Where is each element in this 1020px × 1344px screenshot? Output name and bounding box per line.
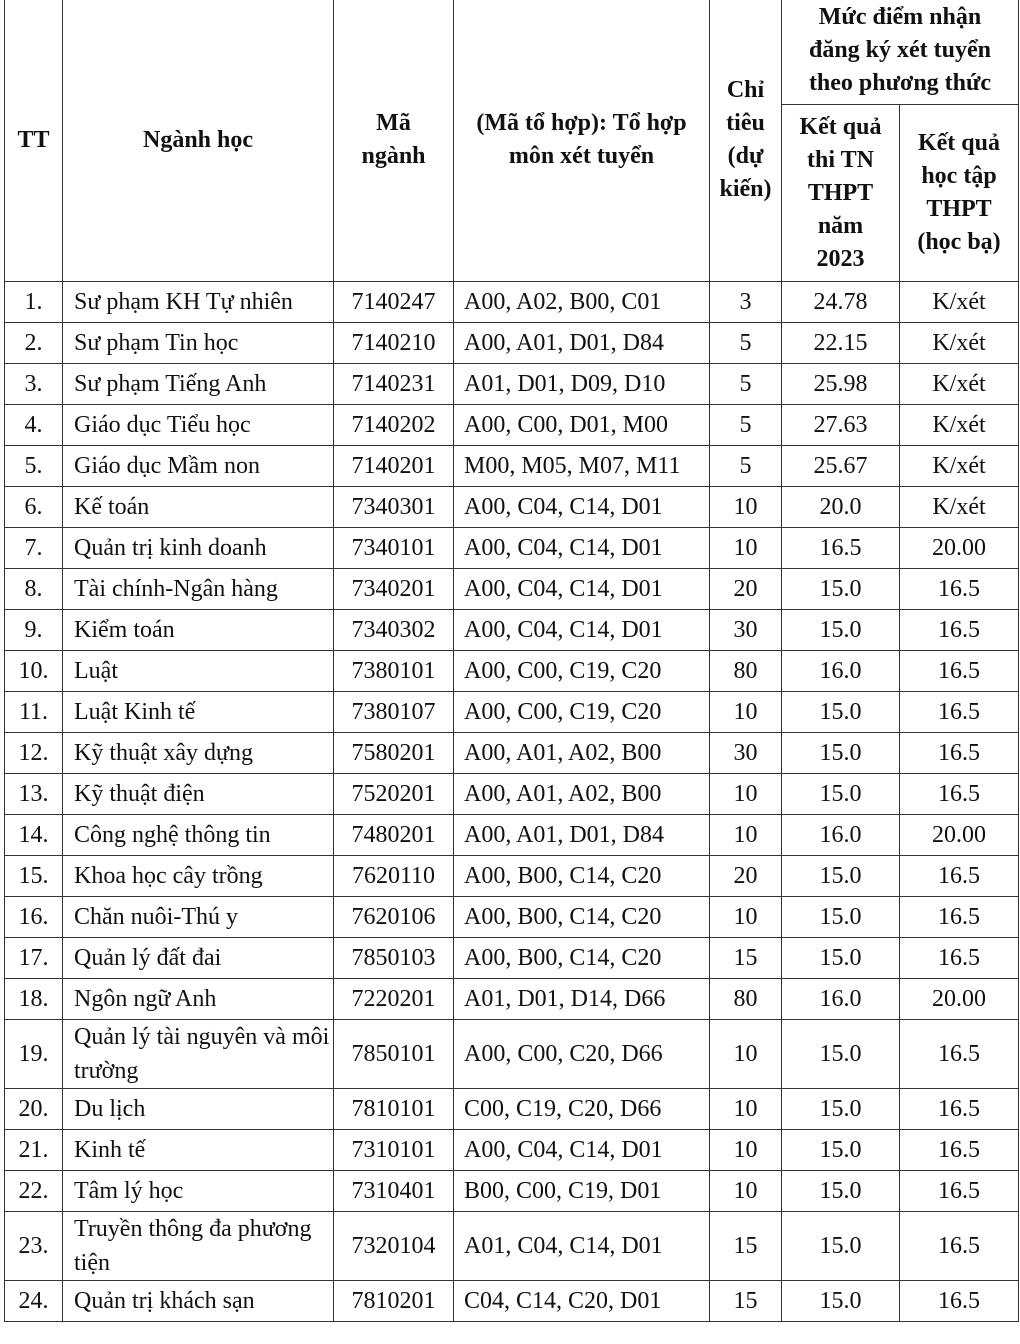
major-name: Quản lý đất đai	[63, 938, 334, 979]
quota: 80	[710, 651, 782, 692]
subject-combination: A00, C04, C14, D01	[454, 610, 710, 651]
subject-combination: A00, A01, A02, B00	[454, 733, 710, 774]
major-code: 7340101	[334, 528, 454, 569]
row-number: 19.	[5, 1020, 63, 1089]
row-number: 18.	[5, 979, 63, 1020]
header-major: Ngành học	[63, 0, 334, 282]
header-score-exam: Kết quả thi TN THPT năm 2023	[782, 105, 900, 282]
table-row	[5, 856, 1019, 897]
major-code: 7620110	[334, 856, 454, 897]
row-number: 24.	[5, 1281, 63, 1322]
row-number: 7.	[5, 528, 63, 569]
subject-combination: A00, C04, C14, D01	[454, 487, 710, 528]
subject-combination: A00, C04, C14, D01	[454, 1130, 710, 1171]
exam-score: 15.0	[782, 1089, 900, 1130]
major-code: 7340301	[334, 487, 454, 528]
quota: 30	[710, 733, 782, 774]
subject-combination: A00, B00, C14, C20	[454, 856, 710, 897]
exam-score: 16.0	[782, 979, 900, 1020]
row-number: 6.	[5, 487, 63, 528]
subject-combination: A00, C04, C14, D01	[454, 569, 710, 610]
quota: 5	[710, 446, 782, 487]
major-name: Kiểm toán	[63, 610, 334, 651]
major-code: 7380107	[334, 692, 454, 733]
major-code: 7310401	[334, 1171, 454, 1212]
transcript-score: K/xét	[900, 323, 1019, 364]
table-row	[5, 1020, 1019, 1089]
major-code: 7140202	[334, 405, 454, 446]
major-code: 7850103	[334, 938, 454, 979]
quota: 15	[710, 1281, 782, 1322]
subject-combination: A00, B00, C14, C20	[454, 938, 710, 979]
transcript-score: 16.5	[900, 938, 1019, 979]
row-number: 17.	[5, 938, 63, 979]
subject-combination: C00, C19, C20, D66	[454, 1089, 710, 1130]
quota: 5	[710, 405, 782, 446]
row-number: 10.	[5, 651, 63, 692]
major-name: Sư phạm Tin học	[63, 323, 334, 364]
quota: 5	[710, 323, 782, 364]
major-code: 7340201	[334, 569, 454, 610]
major-code: 7140201	[334, 446, 454, 487]
subject-combination: A00, A01, D01, D84	[454, 323, 710, 364]
subject-combination: A00, A02, B00, C01	[454, 282, 710, 323]
transcript-score: 16.5	[900, 897, 1019, 938]
exam-score: 15.0	[782, 1130, 900, 1171]
row-number: 5.	[5, 446, 63, 487]
major-name: Khoa học cây trồng	[63, 856, 334, 897]
major-code: 7140210	[334, 323, 454, 364]
major-code: 7380101	[334, 651, 454, 692]
exam-score: 25.67	[782, 446, 900, 487]
transcript-score: 16.5	[900, 1171, 1019, 1212]
table-row	[5, 446, 1019, 487]
exam-score: 15.0	[782, 774, 900, 815]
table-row	[5, 487, 1019, 528]
table-row	[5, 364, 1019, 405]
transcript-score: K/xét	[900, 446, 1019, 487]
header-score-group: Mức điểm nhận đăng ký xét tuyển theo phương thức	[782, 0, 1019, 105]
subject-combination: A00, C00, C19, C20	[454, 651, 710, 692]
major-code: 7580201	[334, 733, 454, 774]
subject-combination: A01, D01, D14, D66	[454, 979, 710, 1020]
major-name: Quản trị khách sạn	[63, 1281, 334, 1322]
subject-combination: A00, A01, D01, D84	[454, 815, 710, 856]
quota: 10	[710, 1020, 782, 1089]
row-number: 14.	[5, 815, 63, 856]
header-quota: Chỉ tiêu (dự kiến)	[710, 0, 782, 282]
transcript-score: 16.5	[900, 856, 1019, 897]
major-name: Tâm lý học	[63, 1171, 334, 1212]
subject-combination: A01, C04, C14, D01	[454, 1212, 710, 1281]
major-code: 7310101	[334, 1130, 454, 1171]
quota: 10	[710, 1171, 782, 1212]
major-name: Giáo dục Tiểu học	[63, 405, 334, 446]
transcript-score: 16.5	[900, 1130, 1019, 1171]
quota: 10	[710, 487, 782, 528]
table-row	[5, 1089, 1019, 1130]
major-code: 7620106	[334, 897, 454, 938]
quota: 80	[710, 979, 782, 1020]
subject-combination: M00, M05, M07, M11	[454, 446, 710, 487]
subject-combination: B00, C00, C19, D01	[454, 1171, 710, 1212]
table-row	[5, 733, 1019, 774]
table-row	[5, 1171, 1019, 1212]
table-row	[5, 282, 1019, 323]
major-name: Công nghệ thông tin	[63, 815, 334, 856]
quota: 10	[710, 1089, 782, 1130]
exam-score: 15.0	[782, 1281, 900, 1322]
quota: 10	[710, 528, 782, 569]
quota: 10	[710, 774, 782, 815]
quota: 20	[710, 856, 782, 897]
exam-score: 25.98	[782, 364, 900, 405]
major-name: Quản trị kinh doanh	[63, 528, 334, 569]
exam-score: 16.5	[782, 528, 900, 569]
major-code: 7850101	[334, 1020, 454, 1089]
transcript-score: 16.5	[900, 1020, 1019, 1089]
table-row	[5, 979, 1019, 1020]
transcript-score: 16.5	[900, 651, 1019, 692]
row-number: 1.	[5, 282, 63, 323]
transcript-score: 16.5	[900, 1089, 1019, 1130]
transcript-score: 20.00	[900, 528, 1019, 569]
quota: 20	[710, 569, 782, 610]
row-number: 20.	[5, 1089, 63, 1130]
quota: 10	[710, 1130, 782, 1171]
row-number: 9.	[5, 610, 63, 651]
row-number: 15.	[5, 856, 63, 897]
major-code: 7810201	[334, 1281, 454, 1322]
table-row	[5, 1212, 1019, 1281]
exam-score: 16.0	[782, 651, 900, 692]
transcript-score: K/xét	[900, 487, 1019, 528]
table-row	[5, 897, 1019, 938]
subject-combination: A01, D01, D09, D10	[454, 364, 710, 405]
major-name: Du lịch	[63, 1089, 334, 1130]
major-name: Kế toán	[63, 487, 334, 528]
subject-combination: A00, C00, C20, D66	[454, 1020, 710, 1089]
major-name: Sư phạm KH Tự nhiên	[63, 282, 334, 323]
row-number: 4.	[5, 405, 63, 446]
major-code: 7220201	[334, 979, 454, 1020]
table-row	[5, 528, 1019, 569]
transcript-score: 16.5	[900, 610, 1019, 651]
exam-score: 15.0	[782, 856, 900, 897]
exam-score: 15.0	[782, 1212, 900, 1281]
major-name: Quản lý tài nguyên và môi trường	[63, 1020, 334, 1089]
major-name: Kinh tế	[63, 1130, 334, 1171]
major-name: Sư phạm Tiếng Anh	[63, 364, 334, 405]
quota: 10	[710, 692, 782, 733]
table-row	[5, 610, 1019, 651]
major-name: Chăn nuôi-Thú y	[63, 897, 334, 938]
exam-score: 22.15	[782, 323, 900, 364]
subject-combination: C04, C14, C20, D01	[454, 1281, 710, 1322]
table-row	[5, 651, 1019, 692]
transcript-score: 16.5	[900, 733, 1019, 774]
major-name: Kỹ thuật xây dựng	[63, 733, 334, 774]
major-code: 7140247	[334, 282, 454, 323]
transcript-score: 20.00	[900, 815, 1019, 856]
table-row	[5, 323, 1019, 364]
major-name: Tài chính-Ngân hàng	[63, 569, 334, 610]
quota: 10	[710, 897, 782, 938]
header-score-transcript: Kết quả học tập THPT (học bạ)	[900, 105, 1019, 282]
transcript-score: 16.5	[900, 774, 1019, 815]
row-number: 23.	[5, 1212, 63, 1281]
table-row	[5, 774, 1019, 815]
exam-score: 16.0	[782, 815, 900, 856]
quota: 15	[710, 1212, 782, 1281]
header-code: Mã ngành	[334, 0, 454, 282]
row-number: 16.	[5, 897, 63, 938]
exam-score: 15.0	[782, 1171, 900, 1212]
quota: 5	[710, 364, 782, 405]
transcript-score: 16.5	[900, 1281, 1019, 1322]
quota: 30	[710, 610, 782, 651]
row-number: 22.	[5, 1171, 63, 1212]
major-code: 7320104	[334, 1212, 454, 1281]
exam-score: 15.0	[782, 1020, 900, 1089]
quota: 3	[710, 282, 782, 323]
exam-score: 15.0	[782, 733, 900, 774]
row-number: 11.	[5, 692, 63, 733]
transcript-score: 16.5	[900, 1212, 1019, 1281]
major-name: Ngôn ngữ Anh	[63, 979, 334, 1020]
admission-score-table	[4, 0, 1019, 1322]
subject-combination: A00, B00, C14, C20	[454, 897, 710, 938]
table-row	[5, 405, 1019, 446]
row-number: 8.	[5, 569, 63, 610]
table-row	[5, 692, 1019, 733]
transcript-score: K/xét	[900, 405, 1019, 446]
exam-score: 15.0	[782, 610, 900, 651]
quota: 15	[710, 938, 782, 979]
major-code: 7520201	[334, 774, 454, 815]
subject-combination: A00, C04, C14, D01	[454, 528, 710, 569]
major-code: 7810101	[334, 1089, 454, 1130]
major-name: Luật Kinh tế	[63, 692, 334, 733]
row-number: 3.	[5, 364, 63, 405]
major-code: 7340302	[334, 610, 454, 651]
row-number: 13.	[5, 774, 63, 815]
transcript-score: K/xét	[900, 282, 1019, 323]
header-tt: TT	[5, 0, 63, 282]
quota: 10	[710, 815, 782, 856]
transcript-score: K/xét	[900, 364, 1019, 405]
subject-combination: A00, C00, C19, C20	[454, 692, 710, 733]
exam-score: 15.0	[782, 938, 900, 979]
transcript-score: 16.5	[900, 692, 1019, 733]
table-row	[5, 938, 1019, 979]
table-row	[5, 569, 1019, 610]
transcript-score: 16.5	[900, 569, 1019, 610]
row-number: 12.	[5, 733, 63, 774]
transcript-score: 20.00	[900, 979, 1019, 1020]
table-row	[5, 1281, 1019, 1322]
exam-score: 24.78	[782, 282, 900, 323]
row-number: 2.	[5, 323, 63, 364]
major-code: 7140231	[334, 364, 454, 405]
subject-combination: A00, A01, A02, B00	[454, 774, 710, 815]
exam-score: 27.63	[782, 405, 900, 446]
exam-score: 20.0	[782, 487, 900, 528]
major-name: Giáo dục Mầm non	[63, 446, 334, 487]
row-number: 21.	[5, 1130, 63, 1171]
subject-combination: A00, C00, D01, M00	[454, 405, 710, 446]
table-row	[5, 1130, 1019, 1171]
exam-score: 15.0	[782, 569, 900, 610]
exam-score: 15.0	[782, 897, 900, 938]
major-name: Kỹ thuật điện	[63, 774, 334, 815]
exam-score: 15.0	[782, 692, 900, 733]
major-code: 7480201	[334, 815, 454, 856]
major-name: Truyền thông đa phương tiện	[63, 1212, 334, 1281]
table-row	[5, 815, 1019, 856]
major-name: Luật	[63, 651, 334, 692]
header-combo: (Mã tổ hợp): Tổ hợp môn xét tuyển	[454, 0, 710, 282]
